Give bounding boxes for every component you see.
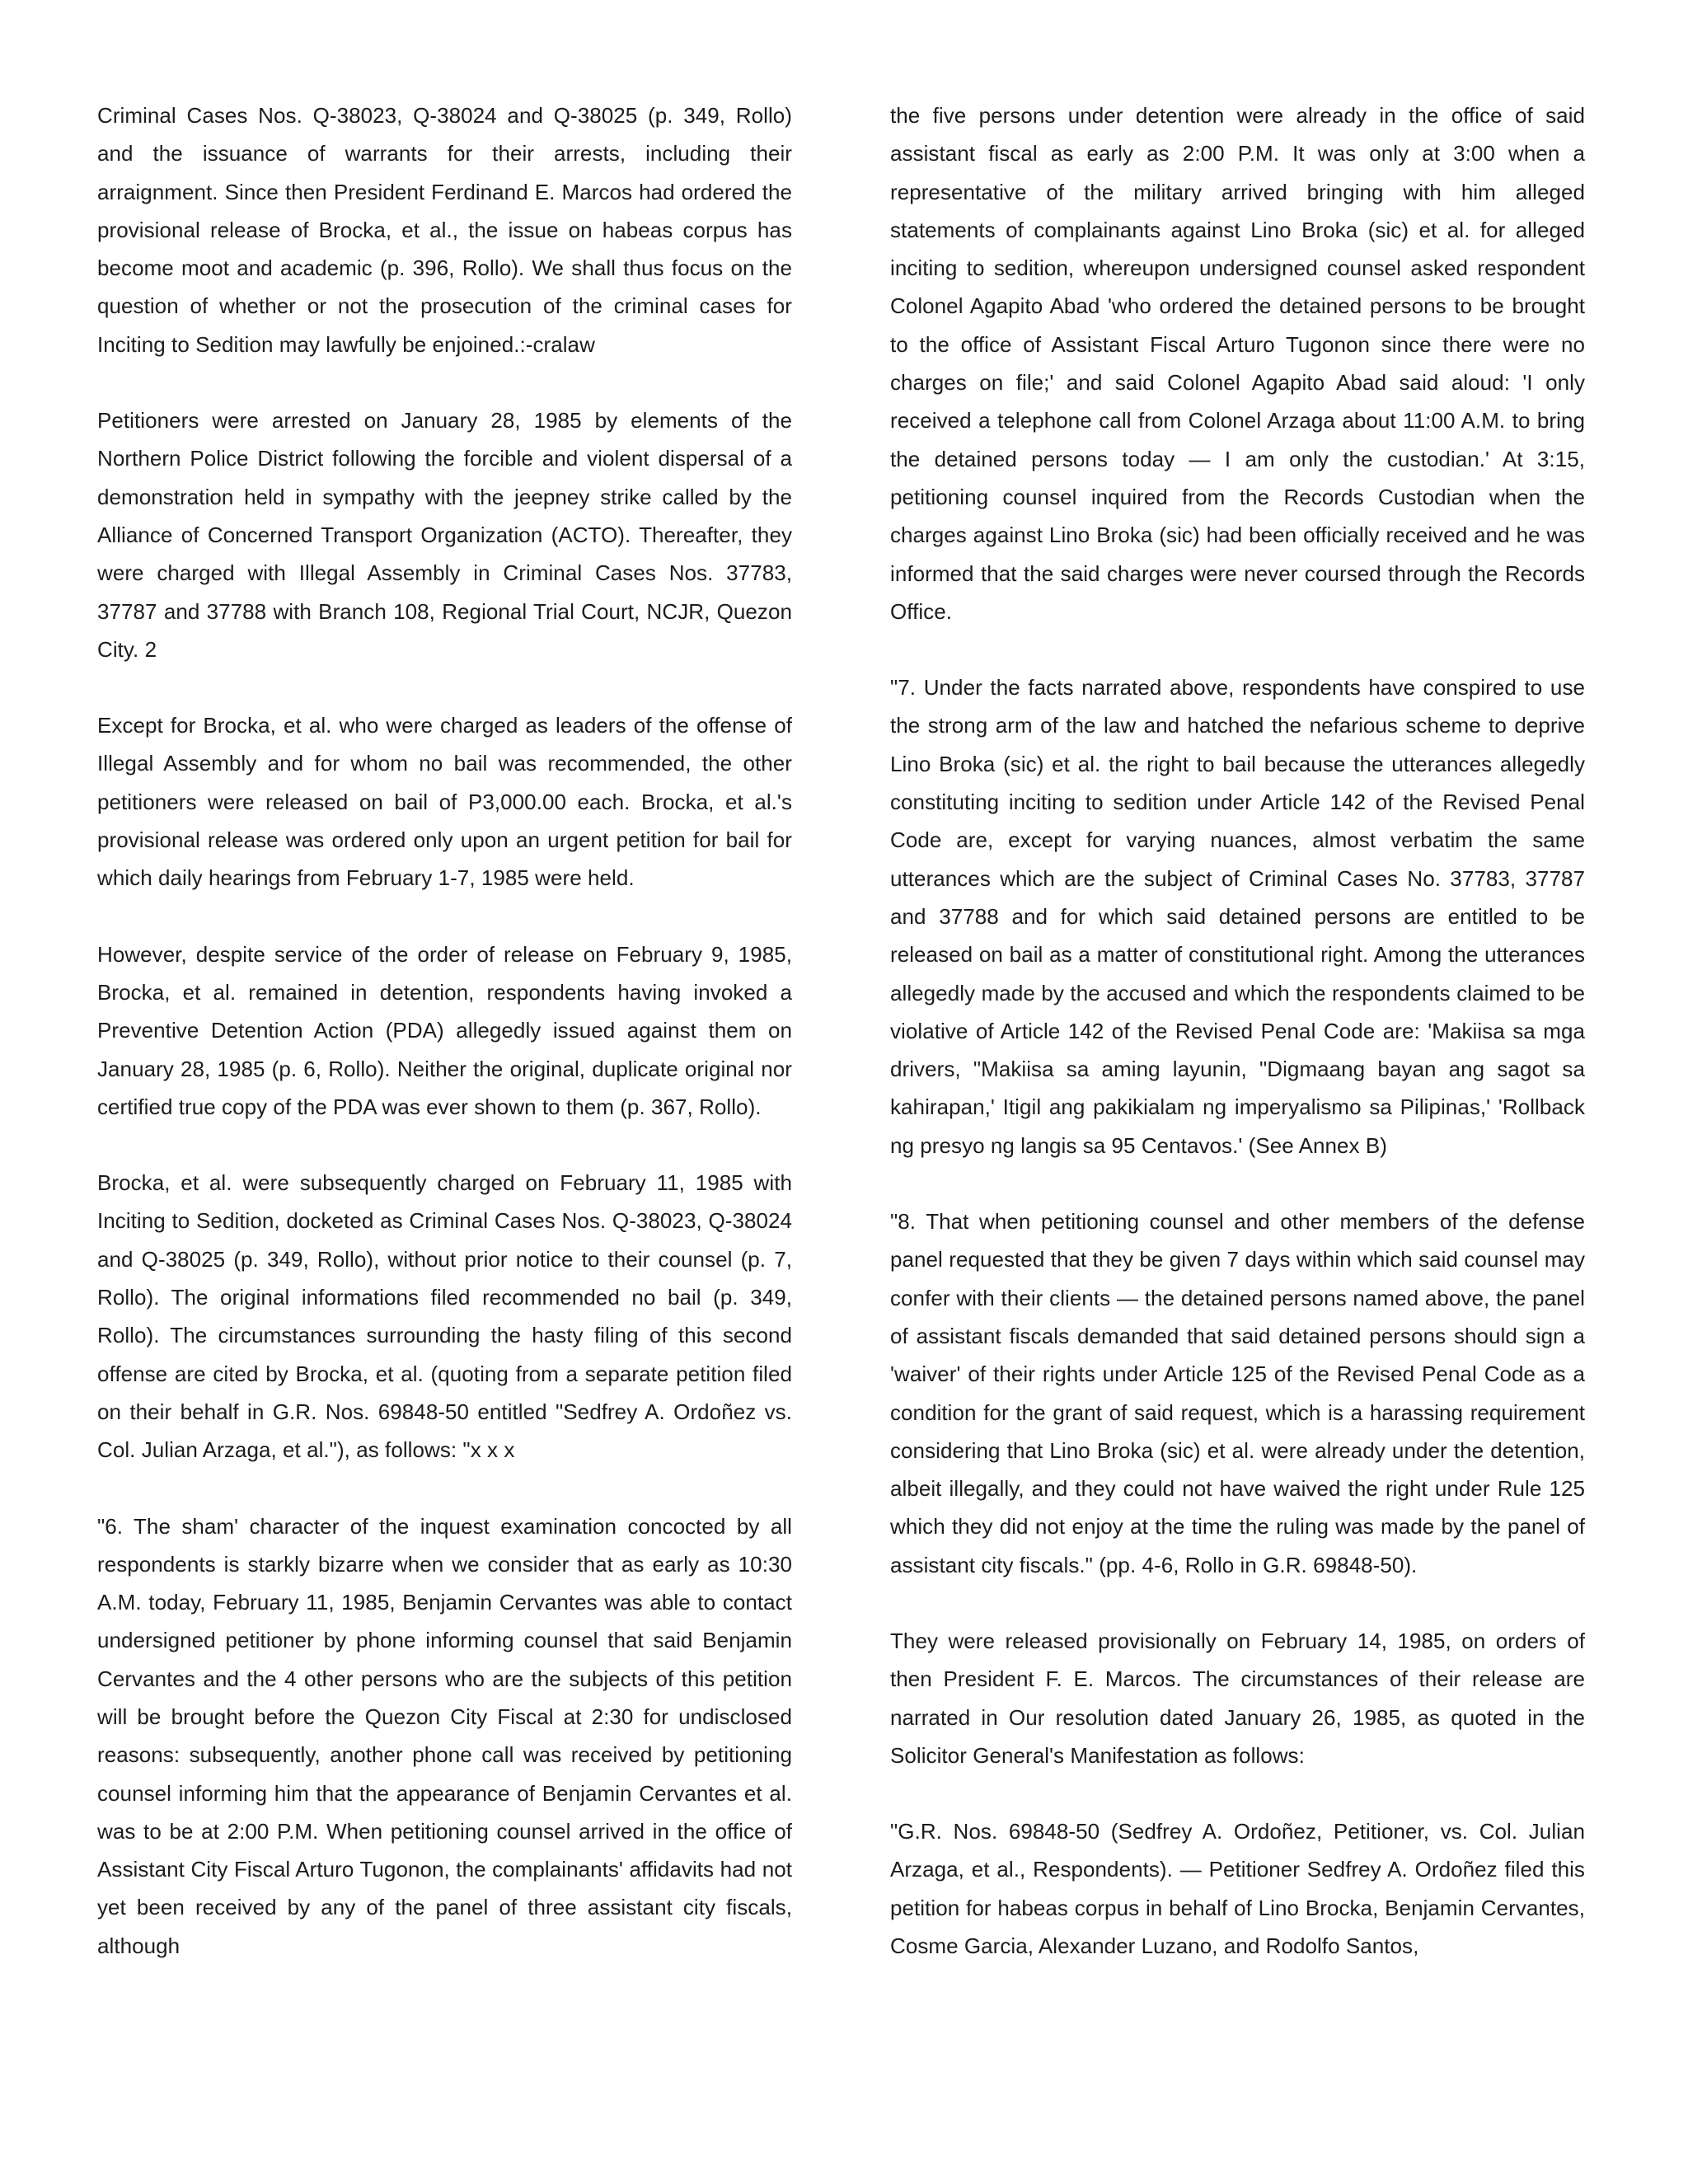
paragraph: "G.R. Nos. 69848-50 (Sedfrey A. Ordoñez, Petitioner, vs. Col. Julian Arzaga, et al., Respondents). — Petitioner Sedfrey A. Ordoñez filed this petition for habeas corpus in behalf of Lino Brocka, Benjamin Cervantes, Cosme Garcia, Alexander Luzano, and Rodolfo Santos, (890, 1819, 1585, 1959)
paragraph: However, despite service of the order of release on February 9, 1985, Brocka, et al. remained in detention, respondents having invoked a Preventive Detention Action (PDA) allegedly issued against them on January 28, 1985 (p. 6, Rollo). Neither the original, duplicate original nor certified true copy of the PDA was ever shown to them (p. 367, Rollo). (97, 941, 792, 1119)
paragraph: Petitioners were arrested on January 28, 1985 by elements of the Northern Police District following the forcible and violent dispersal of a demonstration held in sympathy with the jeepney strike called by the Alliance of Concerned Transport Organization (ACTO). Thereafter, they were charged with Illegal Assembly in Criminal Cases Nos. 37783, 37787 and 37788 with Branch 108, Regional Trial Court, NCJR, Quezon City. 2 (97, 408, 792, 662)
left-column (97, 96, 792, 2003)
paragraph: Criminal Cases Nos. Q-38023, Q-38024 and Q-38025 (p. 349, Rollo) and the issuance of warrants for their arrests, including their arraignment. Since then President Ferdinand E. Marcos had ordered the provisional release of Brocka, et al., the issue on habeas corpus has become moot and academic (p. 396, Rollo). We shall thus focus on the question of whether or not the prosecution of the criminal cases for Inciting to Sedition may lawfully be enjoined.:-cralaw (97, 103, 792, 357)
paragraph: Brocka, et al. were subsequently charged on February 11, 1985 with Inciting to Sedition, docketed as Criminal Cases Nos. Q-38023, Q-38024 and Q-38025 (p. 349, Rollo), without prior notice to their counsel (p. 7, Rollo). The original informations filed recommended no bail (p. 349, Rollo). The circumstances surrounding the hasty filing of this second offense are cited by Brocka, et al. (quoting from a separate petition filed on their behalf in G.R. Nos. 69848-50 entitled "Sedfrey A. Ordoñez vs. Col. Julian Arzaga, et al."), as follows: "x x x (97, 1170, 792, 1463)
paragraph: Except for Brocka, et al. who were charged as leaders of the offense of Illegal Assembly and for whom no bail was recommended, the other petitioners were released on bail of P3,000.00 each. Brocka, et al.'s provisional release was ordered only upon an urgent petition for bail for which daily hearings from February 1-7, 1985 were held. (97, 713, 792, 891)
paragraph: "6. The sham' character of the inquest examination concocted by all respondents is starkly bizarre when we consider that as early as 10:30 A.M. today, February 11, 1985, Benjamin Cervantes was able to contact undersigned petitioner by phone informing counsel that said Benjamin Cervantes and the 4 other persons who are the subjects of this petition will be brought before the Quezon City Fiscal at 2:30 for undisclosed reasons: subsequently, another phone call was received by petitioning counsel informing him that the appearance of Benjamin Cervantes et al. was to be at 2:00 P.M. When petitioning counsel arrived in the office of Assistant City Fiscal Arturo Tugonon, the complainants' affidavits had not yet been received by any of the panel of three assistant city fiscals, although (97, 1513, 792, 1958)
paragraph: the five persons under detention were already in the office of said assistant fiscal as early as 2:00 P.M. It was only at 3:00 when a representative of the military arrived bringing with him alleged statements of complainants against Lino Broka (sic) et al. for alleged inciting to sedition, whereupon undersigned counsel asked respondent Colonel Agapito Abad 'who ordered the detained persons to be brought to the office of Assistant Fiscal Arturo Tugonon since there were no charges on file;' and said Colonel Agapito Abad said aloud: 'I only received a telephone call from Colonel Arzaga about 11:00 A.M. to bring the detained persons today — I am only the custodian.' At 3:15, petitioning counsel inquired from the Records Custodian when the charges against Lino Broka (sic) had been officially received and he was informed that the said charges were never coursed through the Records Office. (890, 103, 1585, 624)
paragraph: "7. Under the facts narrated above, respondents have conspired to use the strong arm of the law and hatched the nefarious scheme to deprive Lino Broka (sic) et al. the right to bail because the utterances allegedly constituting inciting to sedition under Article 142 of the Revised Penal Code are, except for varying nuances, almost verbatim the same utterances which are the subject of Criminal Cases No. 37783, 37787 and 37788 and for which said detained persons are entitled to be released on bail as a matter of constitutional right. Among the utterances allegedly made by the accused and which the respondents claimed to be violative of Article 142 of the Revised Penal Code are: 'Makiisa sa mga drivers, "Makiisa sa aming layunin, "Digmaang bayan ang sagot sa kahirapan,' Itigil ang pakikialam ng imperyalismo sa Pilipinas,' 'Rollback ng presyo ng langis sa 95 Centavos.' (See Annex B) (890, 675, 1585, 1158)
paragraph: "8. That when petitioning counsel and other members of the defense panel requested that they be given 7 days within which said counsel may confer with their clients — the detained persons named above, the panel of assistant fiscals demanded that said detained persons should sign a 'waiver' of their rights under Article 125 of the Revised Penal Code as a condition for the grant of said request, which is a harassing requirement considering that Lino Broka (sic) et al. were already under the detention, albeit illegally, and they could not have waived the right under Rule 125 which they did not enjoy at the time the ruling was made by the panel of assistant city fiscals." (pp. 4-6, Rollo in G.R. 69848-50). (890, 1209, 1585, 1577)
paragraph: They were released provisionally on February 14, 1985, on orders of then President F. E. Marcos. The circumstances of their release are narrated in Our resolution dated January 26, 1985, as quoted in the Solicitor General's Manifestation as follows: (890, 1628, 1585, 1768)
right-column (890, 96, 1585, 2003)
